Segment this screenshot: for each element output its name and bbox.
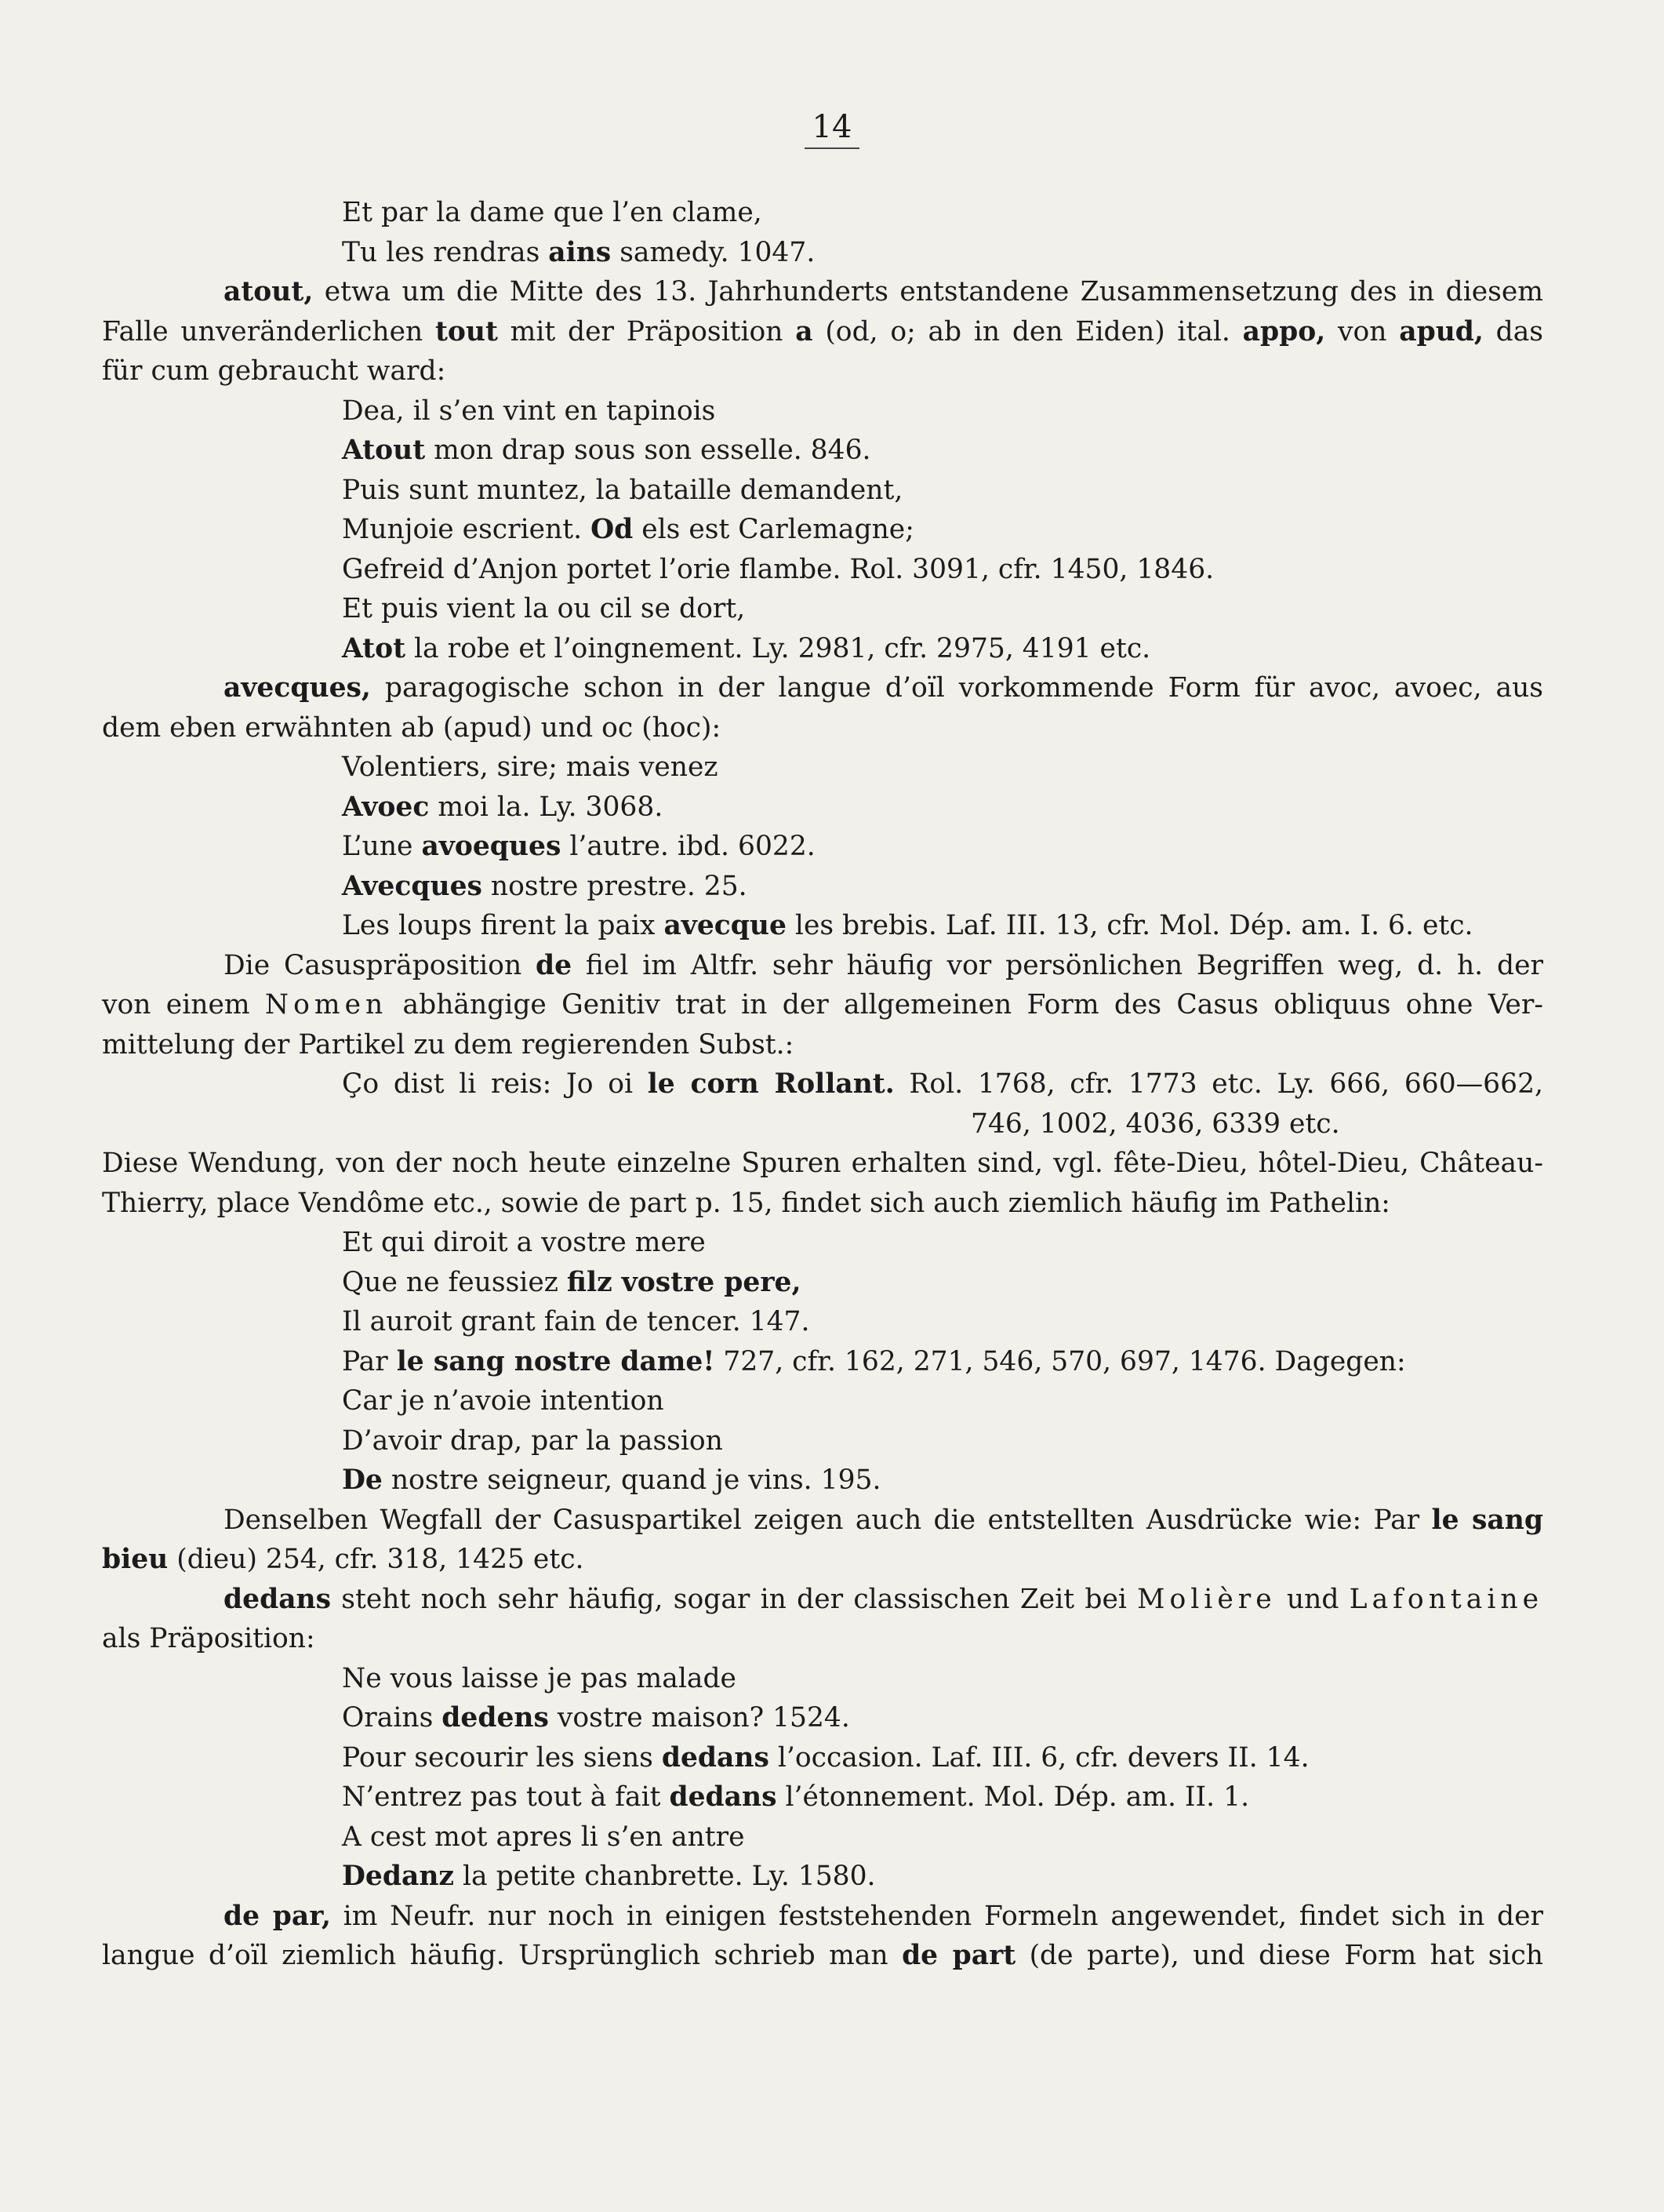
text-span: von (1325, 315, 1400, 347)
bold-term: De (342, 1464, 383, 1496)
text-line (102, 272, 1543, 312)
bold-term: dedans (669, 1781, 777, 1813)
text-line (102, 906, 1543, 946)
text-span: Les loups firent la paix (342, 910, 664, 941)
text-line (102, 193, 1543, 233)
text-line (102, 1302, 1543, 1342)
text-line (102, 589, 1543, 629)
bold-term: de part (902, 1940, 1016, 1971)
text-span: mon drap sous son esselle. 846. (425, 435, 871, 466)
text-span: moi la. Ly. 3068. (429, 791, 663, 823)
text-span: D’avoir drap, par la passion (342, 1424, 723, 1457)
text-span: Rol. 1768, cfr. 1773 etc. Ly. 666, 660—662, (894, 1068, 1543, 1100)
text-line (102, 1698, 1543, 1738)
text-span: langue d’oïl ziemlich häufig. Ursprünglich schrieb man (102, 1940, 903, 1971)
text-span: vostre maison? 1524. (548, 1702, 850, 1734)
text-span: Tu les rendras (342, 236, 549, 268)
text-span: Puis sunt muntez, la bataille demandent, (342, 474, 903, 506)
text-line (102, 827, 1543, 867)
text-span: Car je n’avoie intention (342, 1385, 664, 1417)
text-line (102, 629, 1543, 669)
text-line (102, 1857, 1543, 1897)
text-span: Par (342, 1345, 397, 1377)
page-number: 14 (0, 108, 1664, 149)
text-span: Ço dist li reis: Jo oi (342, 1068, 648, 1100)
text-span: Et par la dame que l’en clame, (342, 197, 762, 228)
text-line (102, 748, 1543, 788)
text-span: mittelung der Partikel zu dem regierenden Subst.: (102, 1028, 794, 1061)
text-span: Diese Wendung, von der noch heute einzelne Spuren erhalten sind, vgl. fête-Dieu, hôtel-Dieu, Château- (102, 1148, 1543, 1179)
bold-term: avecques, (223, 672, 371, 704)
text-line (102, 1342, 1543, 1382)
text-span: 746, 1002, 4036, 6339 etc. (971, 1108, 1340, 1140)
text-line (102, 985, 1543, 1025)
text-span: als Präposition: (102, 1623, 315, 1654)
text-span: Et puis vient la ou cil se dort, (342, 593, 746, 624)
bold-term: dedens (441, 1702, 549, 1734)
bold-term: Atot (342, 632, 406, 664)
text-span: Munjoie escrient. (342, 514, 591, 545)
bold-term: atout, (223, 276, 314, 307)
text-line (102, 510, 1543, 550)
text-span: Gefreid d’Anjon portet l’orie flambe. Rol. 3091, cfr. 1450, 1846. (342, 553, 1215, 585)
text-span: Pour secourir les siens (342, 1741, 662, 1774)
text-span: la robe et l’oingnement. Ly. 2981, cfr. 2975, 4191 etc. (405, 632, 1151, 664)
text-line (102, 471, 1543, 511)
text-span: mit der Präposition (497, 315, 796, 347)
text-span: steht noch sehr häufig, sogar in der classischen Zeit bei (331, 1583, 1138, 1615)
bold-term: de par, (223, 1900, 331, 1932)
text-line (102, 1897, 1543, 1937)
text-line (102, 1223, 1543, 1263)
text-span: Et qui diroit a vostre mere (342, 1227, 706, 1258)
text-line (102, 1064, 1543, 1104)
text-line (102, 788, 1543, 828)
bold-term: dedans (223, 1583, 332, 1615)
text-span: Que ne feussiez (342, 1266, 567, 1298)
text-line (102, 1659, 1543, 1699)
bold-term: le corn Rollant. (647, 1068, 895, 1100)
text-span: 727, cfr. 162, 271, 546, 570, 697, 1476. Dagegen: (714, 1345, 1406, 1377)
text-span: Thierry, place Vendôme etc., sowie de part p. 15, findet sich auch ziemlich häufig im Pathelin: (102, 1187, 1390, 1219)
text-span: etwa um die Mitte des 13. Jahrhunderts entstandene Zusammensetzung des in diesem (313, 276, 1543, 307)
text-span: paragogische schon in der langue d’oïl vorkommende Form für avoc, avoec, aus (370, 672, 1543, 704)
text-line (102, 668, 1543, 708)
text-span: les brebis. Laf. III. 13, cfr. Mol. Dép. am. I. 6. etc. (786, 910, 1473, 941)
text-span: els est Carlemagne; (633, 514, 914, 545)
text-line (102, 1263, 1543, 1303)
text-line (102, 233, 1543, 273)
text-span: für cum gebraucht ward: (102, 355, 446, 387)
text-span: von einem (102, 989, 265, 1021)
text-line (102, 1619, 1543, 1659)
text-span: Volentiers, sire; mais venez (342, 751, 718, 783)
text-line (102, 1738, 1543, 1778)
text-line (102, 1144, 1543, 1184)
bold-term: a (795, 315, 813, 347)
bold-term: appo, (1242, 315, 1326, 347)
text-line (102, 1421, 1543, 1461)
bold-term: tout (434, 315, 498, 347)
text-span: nostre prestre. 25. (481, 870, 747, 902)
text-span: Ne vous laisse je pas malade (342, 1662, 736, 1694)
text-span: N’entrez pas tout à fait (342, 1781, 670, 1813)
text-line (102, 312, 1543, 352)
text-span: Lafontaine (1349, 1583, 1544, 1615)
bold-term: le sang (1431, 1504, 1543, 1536)
text-span: l’autre. ibd. 6022. (561, 831, 816, 862)
bold-term: filz vostre pere, (566, 1266, 801, 1298)
text-span: Il auroit grant fain de tencer. 147. (342, 1306, 810, 1337)
text-line (102, 1104, 1543, 1144)
text-span: Die Casuspräposition (223, 949, 536, 981)
text-body (102, 193, 1543, 1976)
text-line (102, 1461, 1543, 1501)
text-line (102, 1777, 1543, 1817)
text-line (102, 708, 1543, 748)
text-line (102, 1501, 1543, 1541)
bold-term: dedans (661, 1741, 769, 1774)
text-span: samedy. 1047. (611, 236, 816, 268)
bold-term: avecque (663, 910, 787, 941)
text-span: l’occasion. Laf. III. 6, cfr. devers II. 14. (768, 1741, 1310, 1774)
text-line (102, 550, 1543, 590)
text-span: nostre seigneur, quand je vins. 195. (382, 1464, 881, 1496)
text-span: dem eben erwähnten ab (apud) und oc (hoc): (102, 711, 721, 744)
text-span: Falle unveränderlichen (102, 315, 435, 347)
text-line (102, 1184, 1543, 1224)
text-span: und (1276, 1583, 1350, 1615)
text-span: (od, o; ab in den Eiden) ital. (812, 315, 1243, 347)
bold-term: apud, (1399, 315, 1484, 347)
text-span: Denselben Wegfall der Casuspartikel zeigen auch die entstellten Ausdrücke wie: Par (223, 1504, 1432, 1536)
bold-term: ains (548, 236, 612, 268)
text-span: Dea, il s’en vint en tapinois (342, 395, 716, 427)
text-span: (de parte), und diese Form hat sich (1015, 1940, 1543, 1971)
bold-term: de (536, 949, 572, 981)
bold-term: Od (590, 514, 634, 545)
text-line (102, 867, 1543, 907)
bold-term: avoeques (421, 831, 561, 862)
text-line (102, 431, 1543, 471)
text-span: l’étonnement. Mol. Dép. am. II. 1. (776, 1781, 1250, 1813)
text-line (102, 391, 1543, 431)
bold-term: bieu (102, 1544, 169, 1575)
text-line (102, 1540, 1543, 1580)
text-span: das (1483, 315, 1544, 347)
text-span: abhängige Genitiv trat in der allgemeinen Form des Casus obliquus ohne Ver- (387, 989, 1544, 1021)
text-line (102, 1580, 1543, 1620)
text-line (102, 351, 1543, 391)
text-line (102, 1025, 1543, 1065)
text-line (102, 946, 1543, 986)
text-span: im Neufr. nur noch in einigen feststehenden Formeln angewendet, findet sich in der (330, 1900, 1543, 1932)
text-span: A cest mot apres li s’en antre (342, 1821, 745, 1853)
text-line (102, 1936, 1543, 1976)
bold-term: le sang nostre dame! (396, 1345, 715, 1377)
bold-term: Atout (342, 435, 426, 466)
text-line (102, 1381, 1543, 1421)
text-span: Nomen (264, 989, 388, 1021)
text-span: (dieu) 254, cfr. 318, 1425 etc. (168, 1544, 584, 1575)
text-span: Orains (342, 1702, 442, 1734)
text-span: la petite chanbrette. Ly. 1580. (454, 1861, 876, 1892)
text-span: fiel im Altfr. sehr häufig vor persönlichen Begriffen weg, d. h. der (572, 949, 1543, 981)
text-span: L’une (342, 831, 422, 862)
bold-term: Dedanz (342, 1861, 455, 1892)
text-line (102, 1817, 1543, 1857)
bold-term: Avecques (342, 870, 482, 902)
bold-term: Avoec (342, 791, 430, 823)
text-span: Molière (1137, 1583, 1277, 1615)
